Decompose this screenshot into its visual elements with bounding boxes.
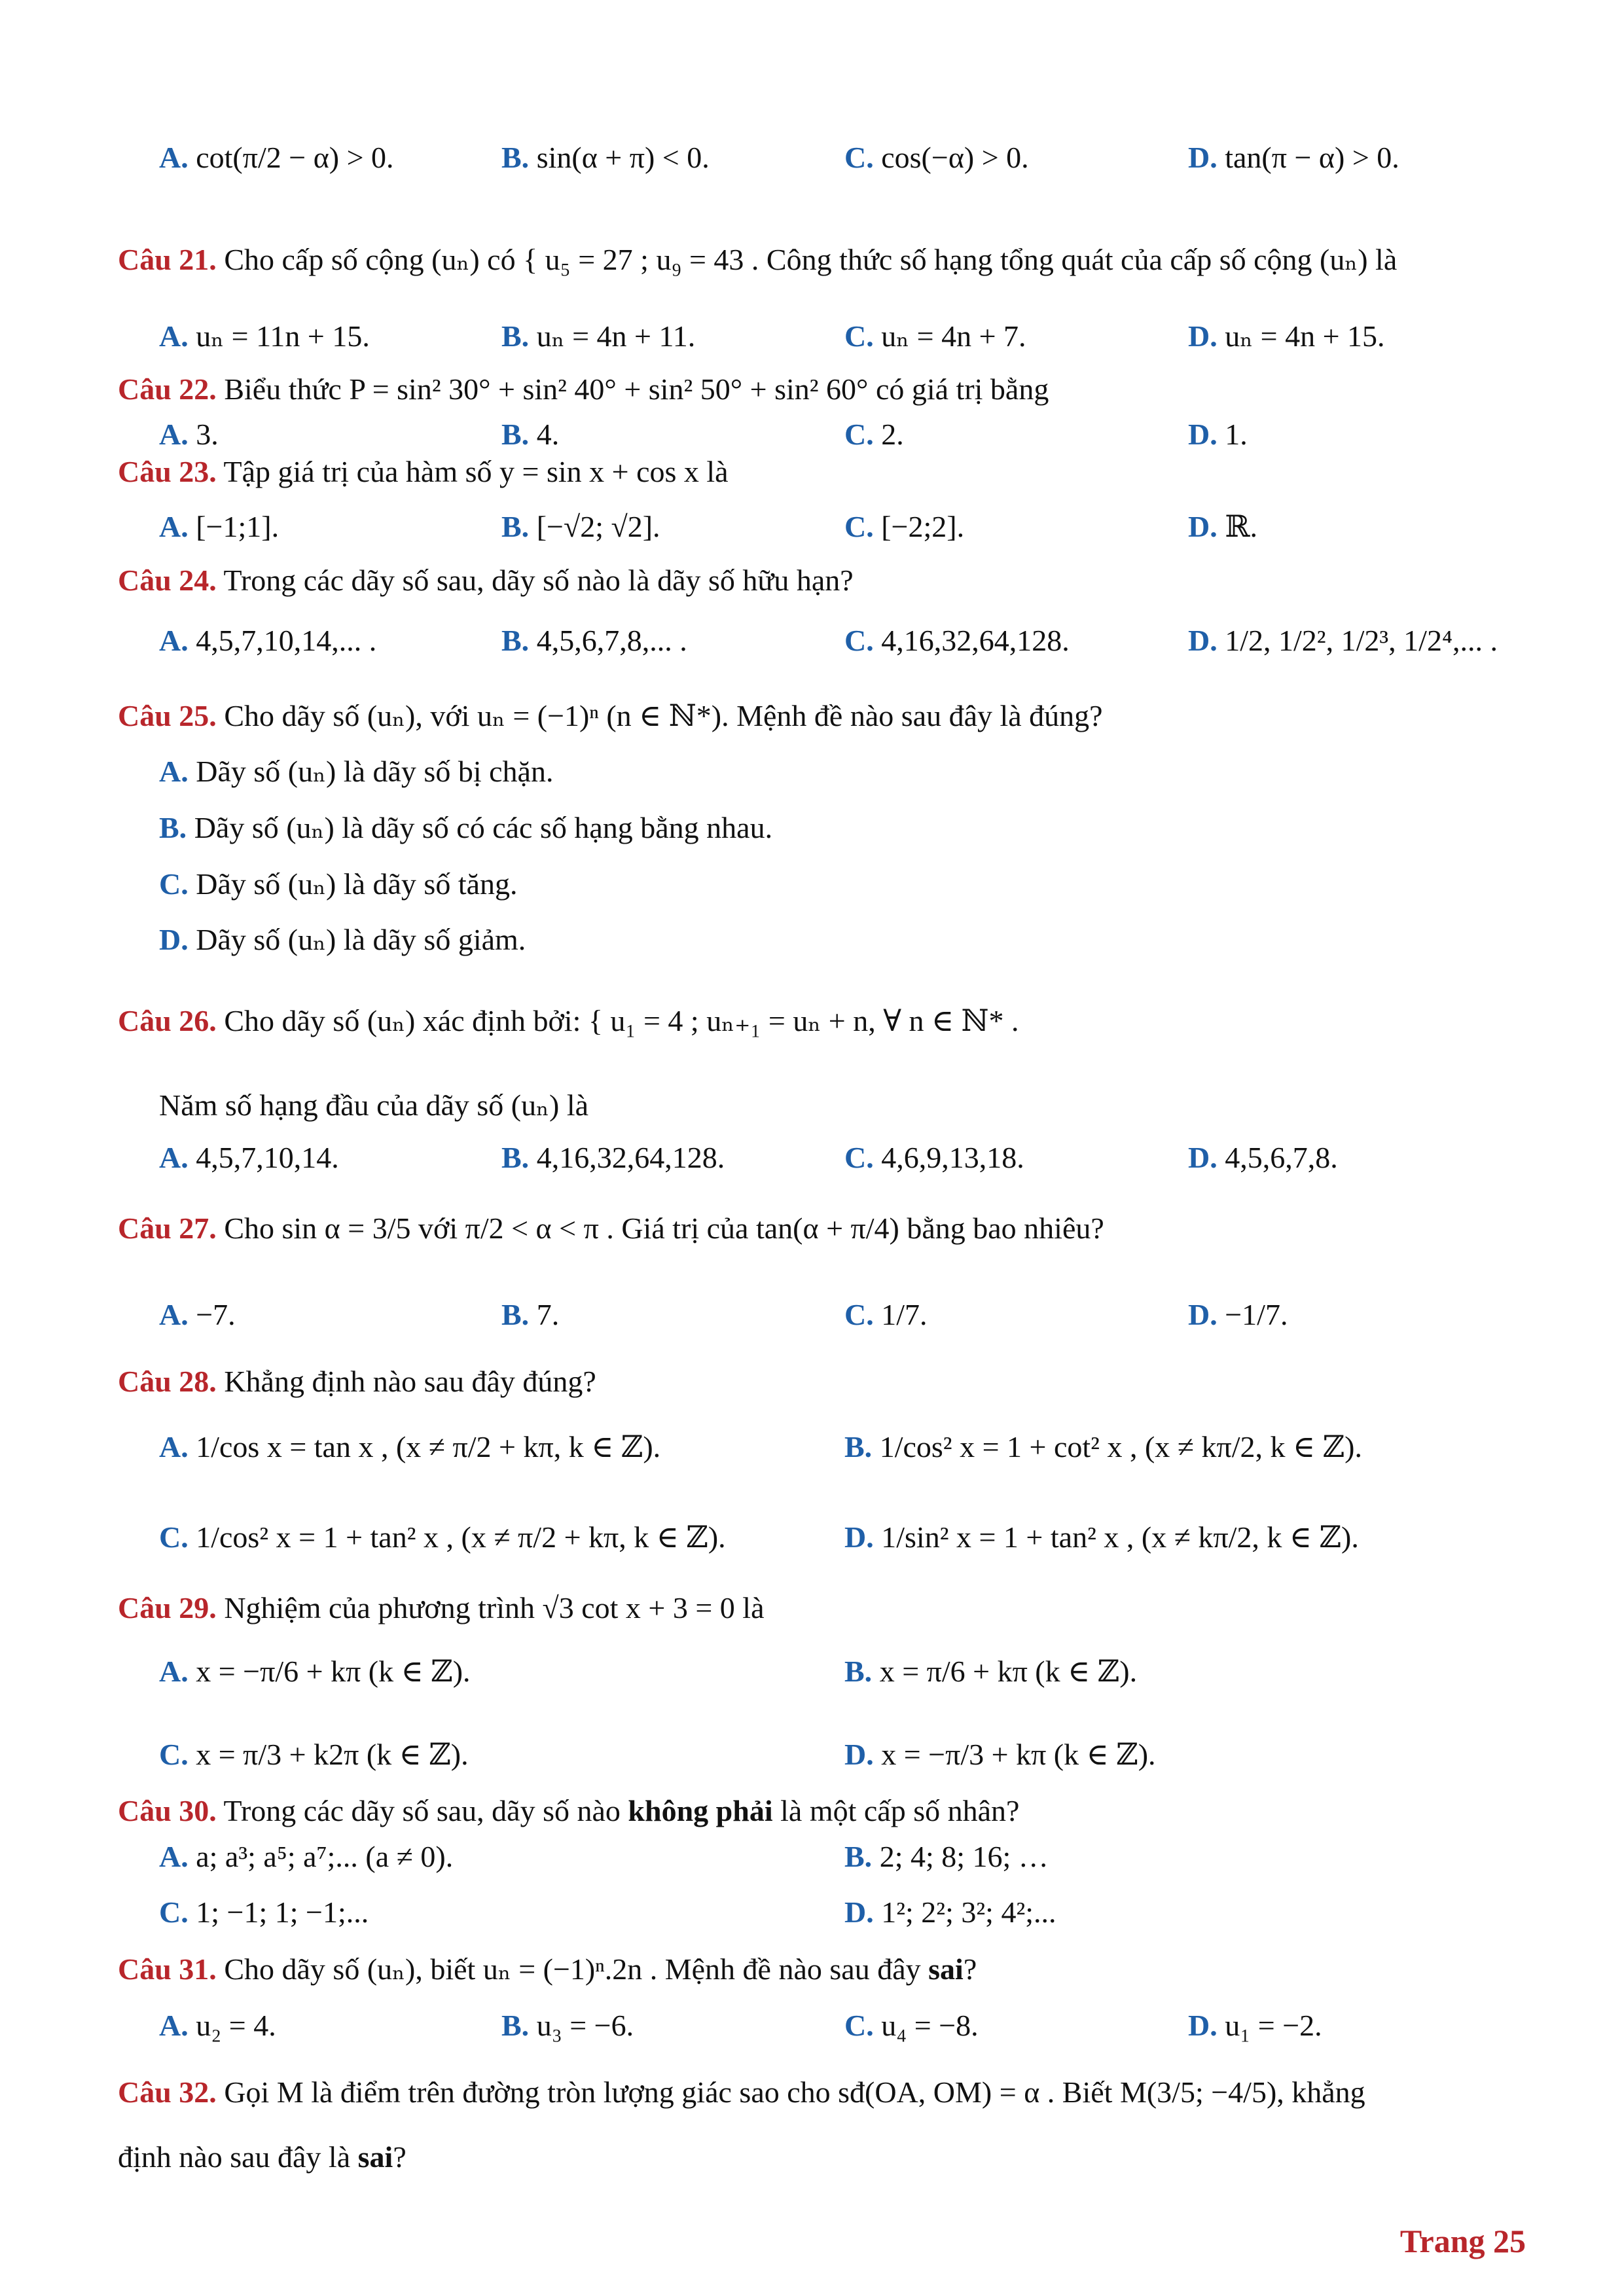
option-label: A. (159, 510, 189, 543)
option-label: A. (159, 1141, 189, 1174)
q28-option-c (159, 1518, 726, 1556)
option-label: B. (501, 510, 530, 543)
question-28 (118, 1363, 596, 1401)
option-text: uₙ = 4n + 7. (881, 319, 1026, 353)
option-label: B. (501, 1298, 530, 1331)
option-text: Dãy số (uₙ) là dãy số bị chặn. (196, 755, 554, 788)
option-text: a; a³; a⁵; a⁷;... (a ≠ 0). (196, 1840, 454, 1873)
option-text: u₁ = −2. (1225, 2009, 1322, 2042)
option-label: B. (501, 319, 530, 353)
question-number: Câu 27. (118, 1211, 217, 1245)
option-text: uₙ = 11n + 15. (196, 319, 370, 353)
option-text: 4. (536, 418, 560, 451)
option-text: 1/2, 1/2², 1/2³, 1/2⁴,... . (1225, 624, 1498, 657)
q24-option-b (501, 622, 687, 660)
question-number: Câu 22. (118, 372, 217, 406)
question-number: Câu 29. (118, 1591, 217, 1624)
option-text: 4,16,32,64,128. (536, 1141, 725, 1174)
option-label: D. (844, 1520, 874, 1554)
option-label: D. (844, 1738, 874, 1771)
option-text: [−1;1]. (196, 510, 280, 543)
question-stem: Trong các dãy số sau, dãy số nào (223, 1794, 621, 1827)
q31-option-c (844, 2007, 979, 2045)
question-stem: Cho sin α = 3/5 với π/2 < α < π . Giá trị của tan(α + π/4) bằng bao nhiêu? (224, 1211, 1104, 1245)
q26-option-b (501, 1139, 725, 1177)
question-stem: Khẳng định nào sau đây đúng? (224, 1365, 596, 1398)
option-label: C. (844, 319, 874, 353)
q29-option-d (844, 1736, 1156, 1774)
question-stem: Cho dãy số (uₙ) xác định bởi: { u₁ = 4 ; uₙ₊₁ = uₙ + n, ∀ n ∈ ℕ* . (224, 1004, 1019, 1037)
option-label: B. (501, 418, 530, 451)
q24-option-c (844, 622, 1070, 660)
question-stem-end: là một cấp số nhân? (780, 1794, 1020, 1827)
option-text: uₙ = 4n + 15. (1225, 319, 1385, 353)
question-stem: Biểu thức P = sin² 30° + sin² 40° + sin² 50° + sin² 60° có giá trị bằng (224, 372, 1049, 406)
option-text: 1/7. (881, 1298, 928, 1331)
option-text: 1/sin² x = 1 + tan² x , (x ≠ kπ/2, k ∈ ℤ). (881, 1520, 1359, 1554)
question-number: Câu 32. (118, 2075, 217, 2109)
q20-option-c (844, 139, 1029, 177)
option-label: B. (501, 1141, 530, 1174)
q29-option-a (159, 1653, 471, 1691)
q26-option-a (159, 1139, 339, 1177)
option-text: 3. (196, 418, 219, 451)
q29-option-c (159, 1736, 469, 1774)
option-label: C. (844, 510, 874, 543)
question-24 (118, 562, 854, 600)
question-stem: Cho dãy số (uₙ), biết uₙ = (−1)ⁿ.2n . Mệnh đề nào sau đây (224, 1952, 921, 1986)
option-text: ℝ. (1225, 510, 1257, 543)
question-stem: Nghiệm của phương trình √3 cot x + 3 = 0 là (224, 1591, 765, 1624)
q21-option-d (1188, 317, 1385, 355)
option-text: x = −π/3 + kπ (k ∈ ℤ). (881, 1738, 1156, 1771)
option-text: cos(−α) > 0. (881, 141, 1029, 174)
option-label: C. (159, 867, 189, 901)
option-label: C. (159, 1895, 189, 1929)
option-text: 4,5,7,10,14. (196, 1141, 339, 1174)
option-text: x = −π/6 + kπ (k ∈ ℤ). (196, 1655, 471, 1688)
option-text: 4,5,7,10,14,... . (196, 624, 377, 657)
option-text: x = π/3 + k2π (k ∈ ℤ). (196, 1738, 469, 1771)
question-number: Câu 28. (118, 1365, 217, 1398)
q28-option-b (844, 1428, 1362, 1466)
option-label: A. (159, 1655, 189, 1688)
option-text: [−2;2]. (881, 510, 965, 543)
option-text: tan(π − α) > 0. (1225, 141, 1399, 174)
option-text: 1/cos x = tan x , (x ≠ π/2 + kπ, k ∈ ℤ). (196, 1430, 661, 1463)
option-text: 2. (881, 418, 904, 451)
q22-option-a (159, 416, 219, 454)
option-text: 1/cos² x = 1 + cot² x , (x ≠ kπ/2, k ∈ ℤ). (879, 1430, 1362, 1463)
option-label: D. (1188, 510, 1218, 543)
q23-option-a (159, 508, 279, 546)
option-label: C. (844, 1141, 874, 1174)
question-31 (118, 1950, 977, 1988)
option-text: −7. (196, 1298, 236, 1331)
option-label: B. (501, 2009, 530, 2042)
question-25 (118, 697, 1103, 735)
question-22 (118, 370, 1049, 408)
option-label: D. (1188, 319, 1218, 353)
option-label: C. (159, 1520, 189, 1554)
option-label: B. (159, 811, 187, 844)
option-label: A. (159, 319, 189, 353)
option-label: C. (844, 624, 874, 657)
option-text: 1/cos² x = 1 + tan² x , (x ≠ π/2 + kπ, k ∈ ℤ). (196, 1520, 726, 1554)
question-stem: định nào sau đây là (118, 2140, 351, 2174)
question-number: Câu 31. (118, 1952, 217, 1986)
q21-option-a (159, 317, 370, 355)
option-label: D. (1188, 418, 1218, 451)
option-text: Dãy số (uₙ) là dãy số tăng. (196, 867, 518, 901)
option-text: 4,16,32,64,128. (881, 624, 1070, 657)
option-label: B. (844, 1840, 873, 1873)
question-number: Câu 30. (118, 1794, 217, 1827)
question-stem-emphasis: không phải (628, 1794, 773, 1827)
q26-option-d (1188, 1139, 1338, 1177)
option-text: Dãy số (uₙ) là dãy số giảm. (196, 923, 526, 956)
option-label: C. (844, 2009, 874, 2042)
question-stem: Cho dãy số (uₙ), với uₙ = (−1)ⁿ (n ∈ ℕ*). Mệnh đề nào sau đây là đúng? (224, 699, 1103, 732)
question-27 (118, 1210, 1104, 1247)
q20-option-b (501, 139, 710, 177)
q31-option-a (159, 2007, 276, 2045)
q29-option-b (844, 1653, 1137, 1691)
question-21 (118, 241, 1397, 279)
page-number: Trang 25 (1399, 2223, 1526, 2259)
question-stem: Gọi M là điểm trên đường tròn lượng giác sao cho sđ(OA, OM) = α . Biết M(3/5; −4/5), khẳng (224, 2075, 1365, 2109)
option-text: 4,6,9,13,18. (881, 1141, 1024, 1174)
q21-option-b (501, 317, 695, 355)
question-number: Câu 24. (118, 564, 217, 597)
q24-option-a (159, 622, 376, 660)
option-label: B. (501, 141, 530, 174)
q27-option-b (501, 1296, 559, 1334)
option-label: D. (1188, 1298, 1218, 1331)
question-23 (118, 453, 729, 491)
option-text: −1/7. (1225, 1298, 1288, 1331)
option-label: D. (844, 1895, 874, 1929)
option-label: A. (159, 624, 189, 657)
option-text: 1; −1; 1; −1;... (196, 1895, 369, 1929)
q25-option-d (159, 921, 526, 959)
q20-option-a (159, 139, 394, 177)
option-label: B. (501, 624, 530, 657)
q24-option-d (1188, 622, 1498, 660)
option-label: A. (159, 1840, 189, 1873)
option-label: A. (159, 1298, 189, 1331)
option-text: 4,5,6,7,8,... . (536, 624, 687, 657)
q25-option-a (159, 753, 553, 791)
option-label: A. (159, 1430, 189, 1463)
q21-option-c (844, 317, 1026, 355)
q23-option-d (1188, 508, 1257, 546)
option-label: B. (844, 1655, 873, 1688)
question-stem-end: ? (393, 2140, 406, 2174)
question-26-stem2: Năm số hạng đầu của dãy số (uₙ) là (159, 1088, 589, 1122)
option-text: 1²; 2²; 3²; 4²;... (881, 1895, 1056, 1929)
question-stem: Cho cấp số cộng (uₙ) có { u₅ = 27 ; u₉ = 43 . Công thức số hạng tổng quát của cấp số cộng (uₙ) là (224, 243, 1398, 276)
question-number: Câu 25. (118, 699, 217, 732)
option-label: D. (159, 923, 189, 956)
q28-option-a (159, 1428, 660, 1466)
q22-option-c (844, 416, 904, 454)
option-label: C. (844, 141, 874, 174)
option-label: D. (1188, 2009, 1218, 2042)
q28-option-d (844, 1518, 1359, 1556)
q27-option-d (1188, 1296, 1288, 1334)
q30-option-d (844, 1893, 1056, 1931)
question-stem: Tập giá trị của hàm số y = sin x + cos x là (223, 455, 729, 488)
q26-option-c (844, 1139, 1024, 1177)
option-label: A. (159, 2009, 189, 2042)
option-label: C. (159, 1738, 189, 1771)
option-label: D. (1188, 141, 1218, 174)
option-label: B. (844, 1430, 873, 1463)
q23-option-b (501, 508, 660, 546)
option-text: 7. (536, 1298, 560, 1331)
option-text: cot(π/2 − α) > 0. (196, 141, 394, 174)
option-text: sin(α + π) < 0. (536, 141, 710, 174)
option-text: uₙ = 4n + 11. (536, 319, 696, 353)
option-text: 1. (1225, 418, 1248, 451)
option-label: D. (1188, 1141, 1218, 1174)
question-number: Câu 23. (118, 455, 217, 488)
question-stem-end: ? (963, 1952, 977, 1986)
q27-option-a (159, 1296, 236, 1334)
option-label: A. (159, 418, 189, 451)
option-text: u₂ = 4. (196, 2009, 276, 2042)
q22-option-d (1188, 416, 1248, 454)
question-26 (118, 1002, 1019, 1040)
option-label: A. (159, 141, 189, 174)
question-30 (118, 1792, 1019, 1830)
question-stem: Trong các dãy số sau, dãy số nào là dãy số hữu hạn? (223, 564, 854, 597)
option-label: D. (1188, 624, 1218, 657)
option-text: Dãy số (uₙ) là dãy số có các số hạng bằng nhau. (194, 811, 773, 844)
question-32 (118, 2073, 1365, 2111)
option-label: C. (844, 1298, 874, 1331)
option-text: u₄ = −8. (881, 2009, 979, 2042)
question-number: Câu 26. (118, 1004, 217, 1037)
q20-option-d (1188, 139, 1399, 177)
question-stem-emphasis: sai (928, 1952, 964, 1986)
option-text: 4,5,6,7,8. (1225, 1141, 1338, 1174)
q31-option-b (501, 2007, 634, 2045)
q30-option-c (159, 1893, 369, 1931)
option-text: u₃ = −6. (536, 2009, 634, 2042)
option-label: A. (159, 755, 189, 788)
q30-option-a (159, 1838, 453, 1876)
question-number: Câu 21. (118, 243, 217, 276)
q30-option-b (844, 1838, 1049, 1876)
question-32-stem2 (118, 2138, 406, 2176)
question-stem-emphasis: sai (357, 2140, 393, 2174)
q25-option-c (159, 865, 518, 903)
option-text: x = π/6 + kπ (k ∈ ℤ). (879, 1655, 1138, 1688)
q31-option-d (1188, 2007, 1322, 2045)
option-text: [−√2; √2]. (536, 510, 660, 543)
q25-option-b (159, 809, 772, 847)
option-label: C. (844, 418, 874, 451)
q27-option-c (844, 1296, 928, 1334)
q22-option-b (501, 416, 559, 454)
option-text: 2; 4; 8; 16; … (879, 1840, 1049, 1873)
q23-option-c (844, 508, 964, 546)
question-29 (118, 1589, 765, 1627)
